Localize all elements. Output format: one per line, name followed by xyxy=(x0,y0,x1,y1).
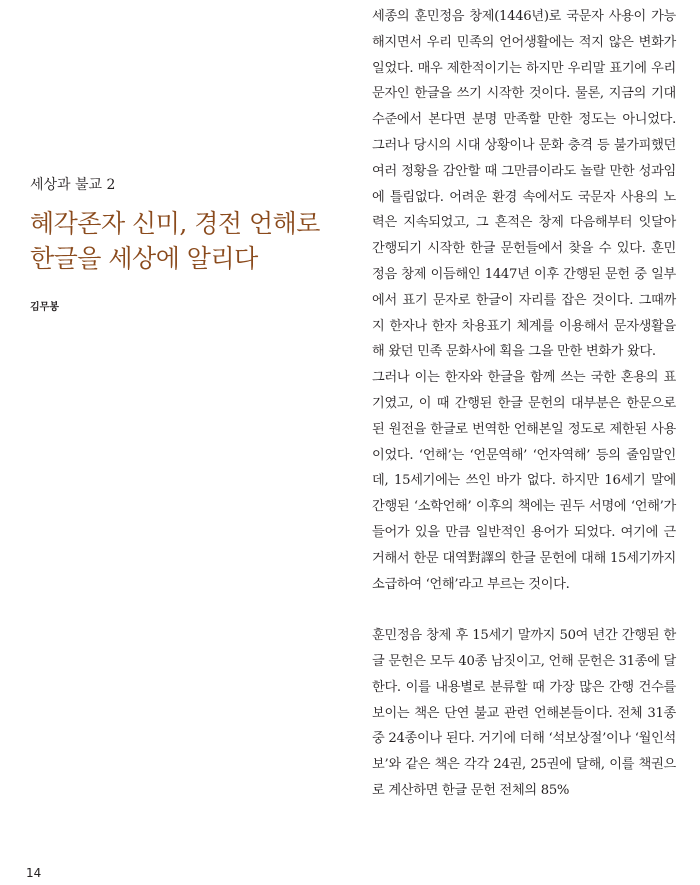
body-paragraph-1: 세종의 훈민정음 창제(1446년)로 국문자 사용이 가능해지면서 우리 민족의 언어생활에는 적지 않은 변화가 일었다. 매우 제한적이기는 하지만 우리말 표기에 우리 문자인 한글을 쓰기 시작한 것이다. 물론, 지금의 기대 수준에서 본다면 분명 만족할 만한 정도는 아니었다. 그러나 당시의 시대 상황이나 문화 충격 등 불가피했던 여러 정황을 감안할 때 그만큼이라도 놀랄 만한 성과임에 틀림없다. 어려운 환경 속에서도 국문자 사용의 노력은 지속되었고, 그 흔적은 창제 다음해부터 잇달아 간행되기 시작한 한글 문헌들에서 찾을 수 있다. 훈민정음 창제 이듬해인 1447년 이후 간행된 문헌 중 일부에서 표기 문자로 한글이 자리를 잡은 것이다. 그때까지 한자나 한자 차용표기 체계를 이용해서 문자생활을 해 왔던 민족 문화사에 획을 그을 만한 변화가 왔다. xyxy=(372,9,676,360)
series-label: 세상과 불교 2 xyxy=(30,177,116,193)
title-line-2: 한글을 세상에 알리다 xyxy=(30,244,258,273)
author-name: 김무봉 xyxy=(30,302,59,313)
body-paragraph-3: 훈민정음 창제 후 15세기 말까지 50여 년간 간행된 한글 문헌은 모두 40종 남짓이고, 언해 문헌은 31종에 달한다. 이를 내용별로 분류할 때 가장 많은 간행 건수를 보이는 책은 단연 불교 관련 언해본들이다. 전체 31종 중 24종이나 된다. 거기에 더해 ‘석보상절’이나 ‘월인석보’와 같은 책은 각각 24권, 25권에 달해, 이를 책권으로 계산하면 한글 문헌 전체의 85% xyxy=(372,628,676,798)
body-paragraph-2: 그러나 이는 한자와 한글을 함께 쓰는 국한 혼용의 표기였고, 이 때 간행된 한글 문헌의 대부분은 한문으로 된 원전을 한글로 번역한 언해본일 정도로 제한된 사용이었다. ‘언해’는 ‘언문역해’ ‘언자역해’ 등의 줄임말인데, 15세기에는 쓰인 바가 없다. 하지만 16세기 말에 간행된 ‘소학언해’ 이후의 책에는 권두 서명에 ‘언해’가 들어가 있을 만큼 일반적인 용어가 되었다. 여기에 근거해서 한문 대역對譯의 한글 문헌에 대해 15세기까지 소급하여 ‘언해’라고 부르는 것이다. xyxy=(372,370,676,592)
article-header xyxy=(30,174,330,313)
page-number: 14 xyxy=(26,866,42,880)
article-body xyxy=(372,4,676,804)
title-line-1: 혜각존자 신미, 경전 언해로 xyxy=(30,209,320,238)
article-title xyxy=(30,206,330,276)
